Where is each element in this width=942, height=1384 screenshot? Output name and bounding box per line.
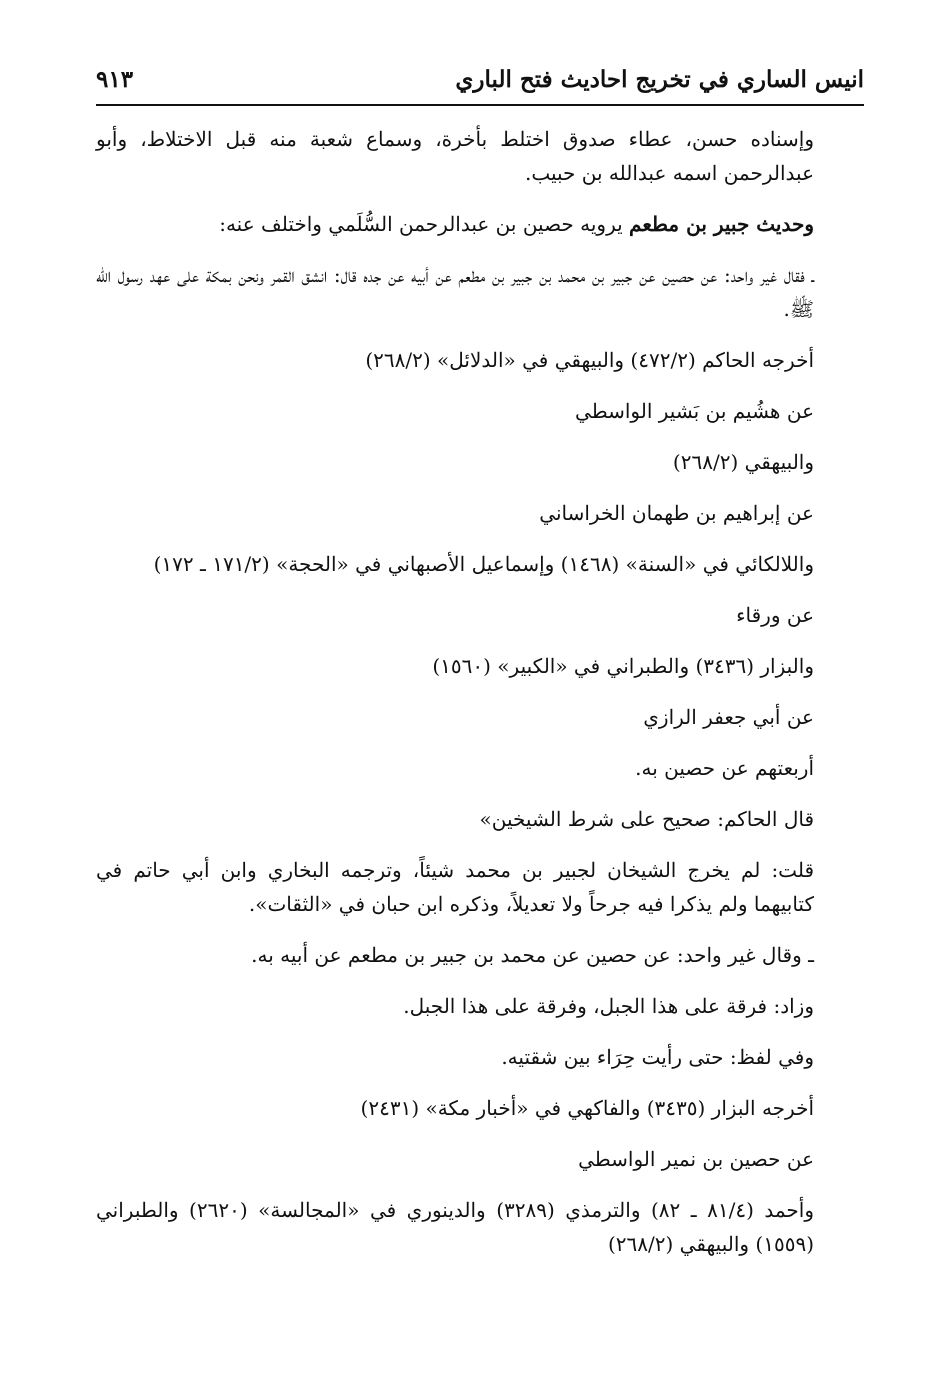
paragraph-text: عن حصين بن نمير الواسطي bbox=[578, 1147, 814, 1171]
paragraph-text: أخرجه الحاكم (٤٧٢/٢) والبيهقي في «الدلائل» (٢٦٨/٢) bbox=[365, 348, 814, 372]
paragraph-text: واللالكائي في «السنة» (١٤٦٨) وإسماعيل الأصبهاني في «الحجة» (١٧١/٢ ـ ١٧٢) bbox=[153, 552, 814, 576]
paragraph bbox=[96, 989, 866, 1023]
page-header bbox=[96, 62, 864, 102]
paragraph-text: أربعتهم عن حصين به. bbox=[635, 756, 814, 780]
paragraph-text: عن هشُيم بن بَشير الواسطي bbox=[575, 399, 814, 423]
paragraph bbox=[96, 394, 866, 428]
paragraph bbox=[96, 1040, 866, 1074]
paragraph bbox=[96, 649, 866, 683]
header-divider bbox=[96, 104, 864, 106]
paragraph bbox=[96, 700, 866, 734]
paragraph bbox=[96, 1142, 866, 1176]
paragraph-text: عن ورقاء bbox=[736, 603, 814, 627]
paragraph bbox=[96, 751, 866, 785]
paragraph-text: وأحمد (٨١/٤ ـ ٨٢) والترمذي (٣٢٨٩) والدينوري في «المجالسة» (٢٦٢٠) والطبراني (١٥٥٩) والبيهقي (٢٦٨/٢) bbox=[96, 1198, 814, 1256]
paragraph-lead: وحديث جبير بن مطعم bbox=[629, 212, 814, 236]
paragraph-text: وزاد: فرقة على هذا الجبل، وفرقة على هذا الجبل. bbox=[403, 994, 814, 1018]
paragraph bbox=[96, 1091, 866, 1125]
paragraph-text: عن إبراهيم بن طهمان الخراساني bbox=[539, 501, 814, 525]
paragraph-text: قلت: لم يخرج الشيخان لجبير بن محمد شيئاً، وترجمه البخاري وابن أبي حاتم في كتابيهما ولم يذكرا فيه جرحاً ولا تعديلاً، وذكره ابن حبان في «الثقات». bbox=[96, 858, 814, 916]
paragraph bbox=[96, 445, 866, 479]
paragraph bbox=[96, 122, 866, 190]
paragraph bbox=[96, 938, 866, 972]
paragraph bbox=[96, 1193, 866, 1261]
paragraph-text: ـ فقال غير واحد: عن حصين عن جبير بن محمد بن جبير بن مطعم عن أبيه عن جده قال: انشق القمر ونحن بمكة على عهد رسول الله ﷺ. bbox=[96, 263, 814, 321]
page-body bbox=[96, 122, 866, 1278]
paragraph-text: والبزار (٣٤٣٦) والطبراني في «الكبير» (١٥٦٠) bbox=[432, 654, 814, 678]
paragraph-text: ـ وقال غير واحد: عن حصين عن محمد بن جبير بن مطعم عن أبيه به. bbox=[251, 943, 814, 967]
paragraph bbox=[96, 853, 866, 921]
paragraph bbox=[96, 802, 866, 836]
paragraph-text: يرويه حصين بن عبدالرحمن السُّلَمي واختلف عنه: bbox=[219, 212, 630, 236]
paragraph-text: قال الحاكم: صحيح على شرط الشيخين» bbox=[479, 807, 814, 831]
paragraph-text: وإسناده حسن، عطاء صدوق اختلط بأخرة، وسماع شعبة منه قبل الاختلاط، وأبو عبدالرحمن اسمه عبدالله بن حبيب. bbox=[96, 127, 814, 185]
paragraph-text: والبيهقي (٢٦٨/٢) bbox=[672, 450, 814, 474]
paragraph bbox=[96, 547, 866, 581]
paragraph bbox=[96, 496, 866, 530]
page-number: ٩١٣ bbox=[96, 66, 134, 93]
paragraph bbox=[96, 207, 866, 241]
running-title: انيس الساري في تخريج احاديث فتح الباري bbox=[455, 66, 864, 93]
paragraph-text: عن أبي جعفر الرازي bbox=[643, 705, 814, 729]
paragraph-text: أخرجه البزار (٣٤٣٥) والفاكهي في «أخبار مكة» (٢٤٣١) bbox=[360, 1096, 814, 1120]
paragraph bbox=[96, 258, 866, 326]
paragraph bbox=[96, 343, 866, 377]
paragraph bbox=[96, 598, 866, 632]
paragraph-text: وفي لفظ: حتى رأيت حِرَاء بين شقتيه. bbox=[501, 1045, 814, 1069]
